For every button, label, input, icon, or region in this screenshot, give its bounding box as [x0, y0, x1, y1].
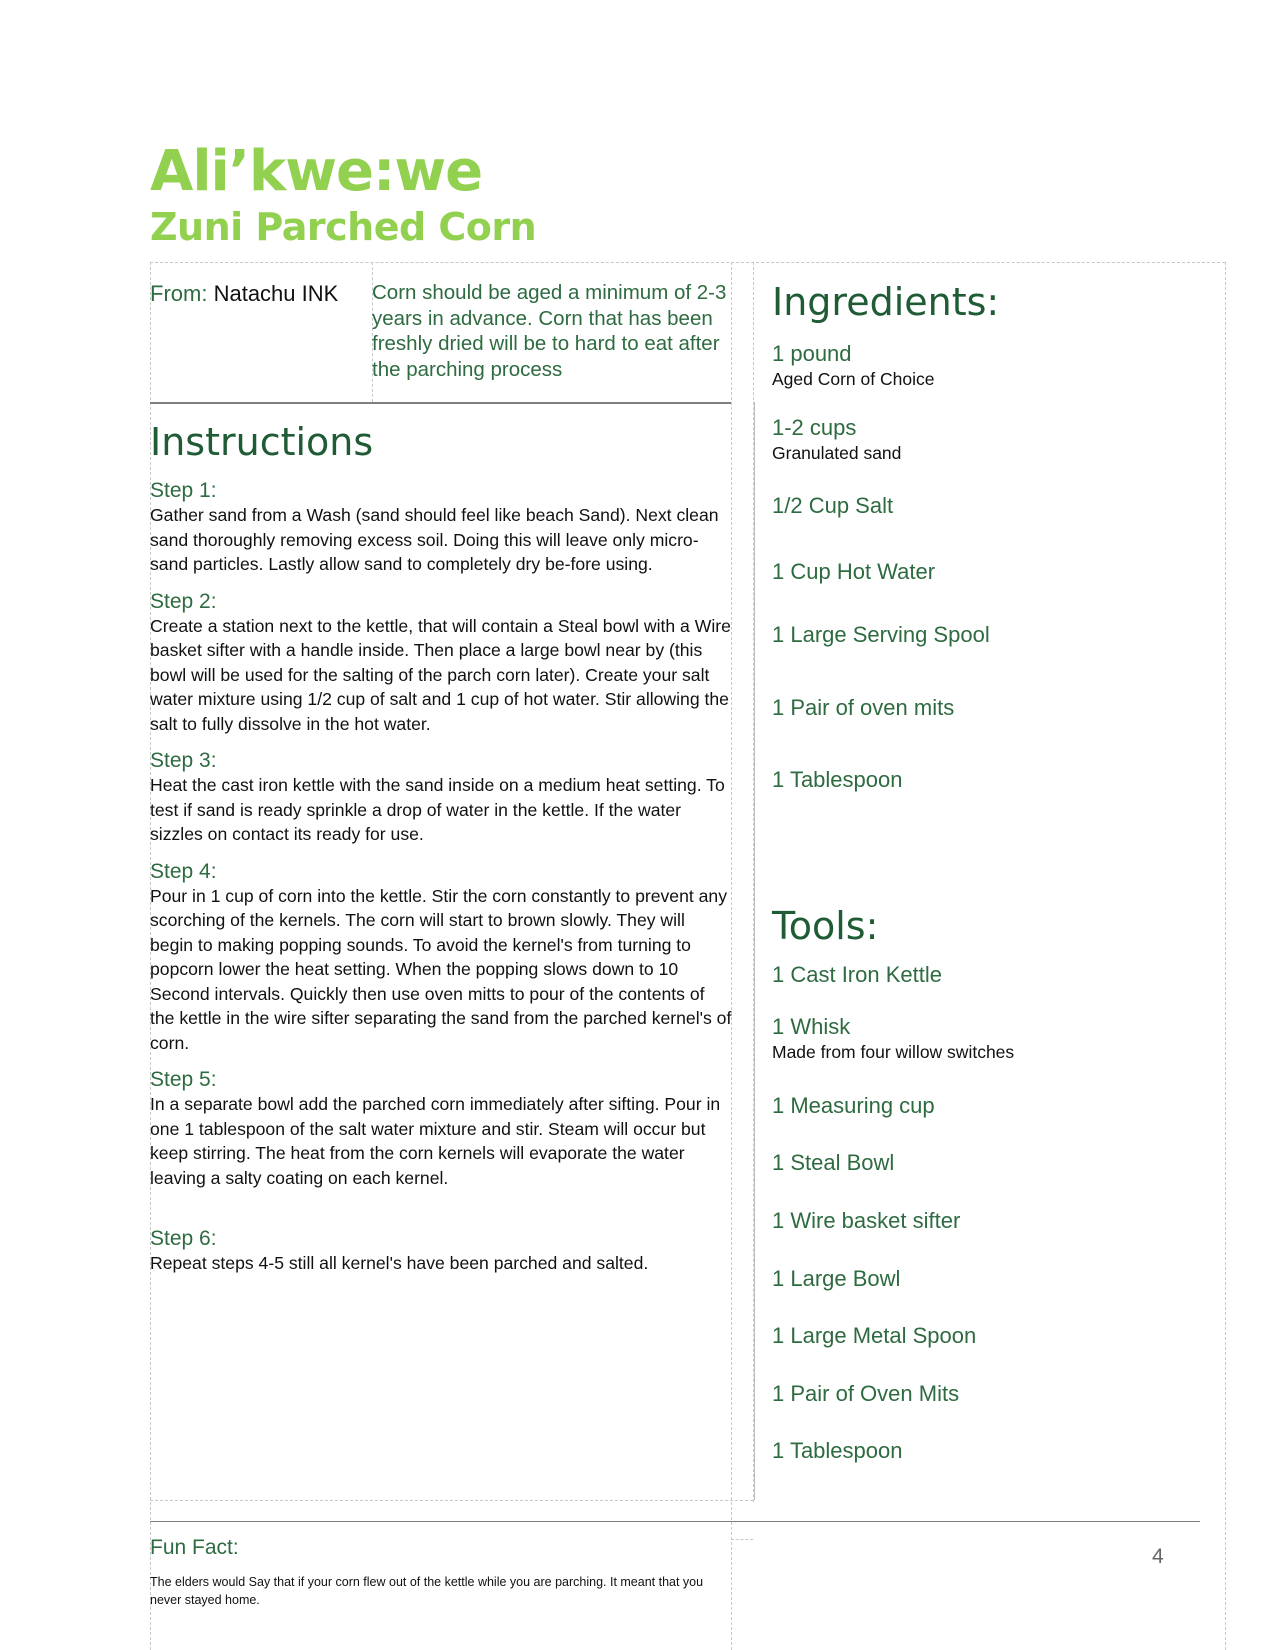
step-label: Step 1: [150, 479, 217, 502]
step-label: Step 3: [150, 749, 217, 772]
tool-name: 1 Steal Bowl [772, 1150, 895, 1175]
tool-description: Made from four willow switches [772, 1042, 1015, 1062]
footer-separator [150, 1521, 1200, 1522]
recipe-title: Ali’kwe:we [150, 139, 483, 204]
fun-fact-text: The elders would Say that if your corn flew out of the kettle while you are parching. It meant that you never stayed home. [150, 1575, 704, 1607]
ingredient-item [772, 621, 990, 649]
ingredient-item [772, 340, 934, 390]
ingredient-item [772, 766, 903, 794]
tool-name: 1 Large Bowl [772, 1266, 901, 1291]
ingredient-name: 1 Pair of oven mits [772, 695, 955, 720]
ingredient-name: 1 Cup Hot Water [772, 559, 936, 584]
ingredient-item [772, 558, 935, 586]
step-5 [150, 1067, 732, 1190]
page-number: 4 [1152, 1545, 1164, 1568]
tool-name: 1 Large Metal Spoon [772, 1323, 977, 1348]
tools-heading: Tools: [772, 904, 879, 948]
from-line [150, 281, 338, 307]
footer-dashed-border-2 [731, 1539, 753, 1540]
step-label: Step 6: [150, 1227, 217, 1250]
step-text: Repeat steps 4-5 still all kernel's have been parched and salted. [150, 1253, 649, 1273]
ingredient-quantity: 1-2 cups [772, 415, 857, 440]
tool-item [772, 961, 942, 989]
footer-dashed-border [150, 1500, 753, 1501]
step-label: Step 4: [150, 859, 217, 883]
tool-item [772, 1149, 894, 1177]
tool-item [772, 1322, 976, 1350]
ingredient-name: 1 Large Serving Spool [772, 622, 990, 647]
tool-name: 1 Measuring cup [772, 1093, 935, 1118]
step-6 [150, 1226, 732, 1276]
step-label: Step 5: [150, 1068, 217, 1091]
step-2 [150, 589, 732, 737]
step-text: Heat the cast iron kettle with the sand inside on a medium heat setting. To test if sand is ready sprinkle a drop of water in the kettle. If the water sizzles on contact its ready for use. [150, 775, 725, 844]
step-3 [150, 748, 732, 847]
tool-name: 1 Wire basket sifter [772, 1208, 961, 1233]
table-right-border [1225, 262, 1226, 1650]
tool-item [772, 1092, 935, 1120]
instructions-heading: Instructions [150, 420, 374, 464]
fun-fact-label: Fun Fact: [150, 1536, 239, 1559]
ingredient-description: Granulated sand [772, 443, 902, 463]
step-label: Step 2: [150, 589, 217, 613]
corn-aging-note: Corn should be aged a minimum of 2-3 years in advance. Corn that has been freshly dried will be to hard to eat after the parching process [372, 281, 727, 381]
ingredient-item [772, 694, 954, 722]
step-1 [150, 478, 732, 577]
ingredient-quantity: 1 pound [772, 341, 852, 366]
tool-item [772, 1207, 960, 1235]
step-text: In a separate bowl add the parched corn immediately after sifting. Pour in one 1 tablespoon of the salt water mixture and stir. Steam will occur but keep stirring. The heat from the corn kernels will evaporate the water leaving a salty coating on each kernel. [150, 1094, 721, 1188]
from-label: From: [150, 281, 208, 306]
from-name: Natachu INK [213, 281, 339, 306]
tool-item [772, 1380, 959, 1408]
ingredient-name: 1 Tablespoon [772, 767, 903, 792]
header-separator [150, 402, 731, 404]
tool-item [772, 1437, 903, 1465]
step-4 [150, 859, 732, 1056]
tool-name: 1 Pair of Oven Mits [772, 1381, 960, 1406]
tool-name: 1 Tablespoon [772, 1438, 903, 1463]
recipe-subtitle: Zuni Parched Corn [150, 205, 537, 249]
ingredient-description: Aged Corn of Choice [772, 369, 935, 389]
ingredient-item [772, 414, 901, 464]
right-column-rule [754, 402, 755, 1500]
step-text: Create a station next to the kettle, that will contain a Steal bowl with a Wire basket sifter with a handle inside. Then place a large bowl near by (this bowl will be used for the salting of the parch corn later). Create your salt water mixture using 1/2 cup of salt and 1 cup of hot water. Stir allowing the salt to fully dissolve in the hot water. [150, 615, 731, 734]
tool-item [772, 1265, 900, 1293]
step-text: Pour in 1 cup of corn into the kettle. Stir the corn constantly to prevent any scorching of the kernels. The corn will start to brown slowly. They will begin to making popping sounds. To avoid the kernel's from turning to popcorn lower the heat setting. When the popping slows down to 10 Second intervals. Quickly then use oven mitts to pour of the contents of the kettle in the wire sifter separating the sand from the parched kernel's of corn. [150, 885, 732, 1053]
instructions-steps [150, 478, 732, 1288]
step-text: Gather sand from a Wash (sand should feel like beach Sand). Next clean sand thoroughly removing excess soil. Doing this will leave only micro-sand particles. Lastly allow sand to completely dry be-fore using. [150, 505, 719, 574]
ingredient-item [772, 492, 893, 520]
tool-name: 1 Cast Iron Kettle [772, 962, 942, 987]
ingredient-name: 1/2 Cup Salt [772, 493, 894, 518]
tool-item [772, 1013, 1014, 1063]
table-top-border [150, 262, 1225, 263]
ingredients-heading: Ingredients: [772, 280, 1000, 324]
tool-name: 1 Whisk [772, 1014, 851, 1039]
